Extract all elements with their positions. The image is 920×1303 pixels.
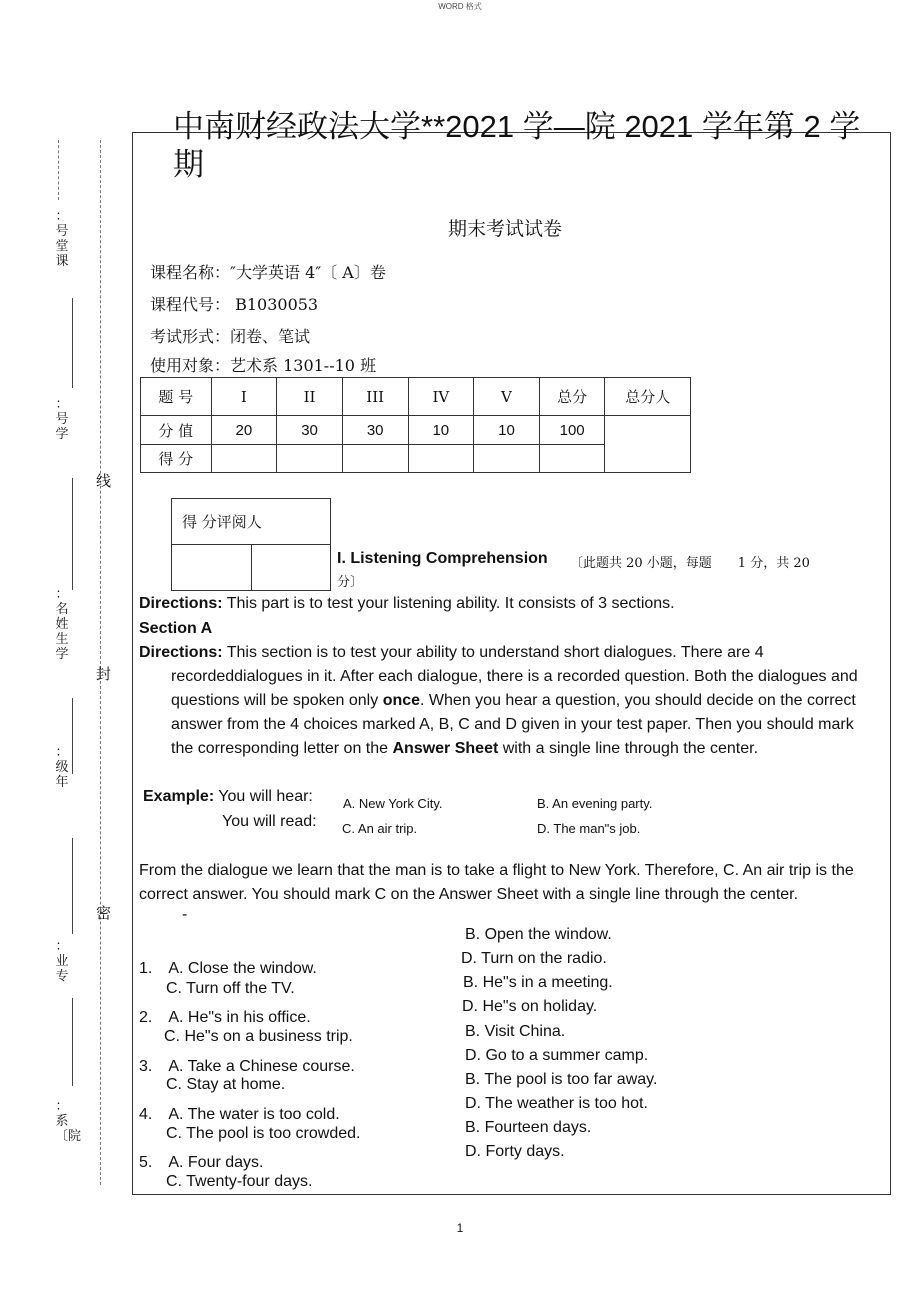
score-value-cell: 100 [539,416,605,445]
binding-rule [72,698,73,774]
binding-dashed-line [58,140,59,200]
question-4-option-a: 4. A. The water is too cold. [139,1106,340,1123]
question-5-option-b: B. Fourteen days. [465,1119,592,1136]
question-5-option-c: C. Twenty-four days. [166,1173,313,1190]
emphasis-once: once [382,692,421,709]
example-option-c: C. An air trip. [342,821,418,836]
course-name: 课程名称：″大学英语 4″〔 A〕卷 [150,263,386,282]
score-value-cell: 10 [408,416,474,445]
question-3-option-a: 3. A. Take a Chinese course. [139,1058,355,1075]
score-empty-cell [539,445,605,473]
question-1-option-b: B. Open the window. [465,926,612,943]
section-a-label: Section A [139,620,213,637]
score-empty-cell [474,445,540,473]
score-header-cell: II [277,378,343,416]
score-header-cell: 总分 [539,378,605,416]
score-header-cell: I [211,378,277,416]
question-1-option-a: 1. A. Close the window. [139,960,317,977]
question-2-option-c: C. He"s on a business trip. [164,1028,353,1045]
score-value-cell: 20 [211,416,277,445]
page-title: 中南财经政法大学**2021 学—院 2021 学年第 2 学期 [173,109,861,182]
emphasis-answer-sheet: Answer Sheet [392,740,499,757]
binding-secret-char: 密 [96,905,112,922]
binding-rule [72,478,73,590]
score-row-label: 分 值 [141,416,212,445]
question-4-option-c: C. The pool is too crowded. [166,1125,361,1142]
score-empty-cell [211,445,277,473]
example-hear-text: You will hear: [214,788,313,805]
section-heading: I. Listening Comprehension [337,550,548,567]
directions-text: This part is to test your listening ability. It consists of 3 sections. [222,595,675,612]
directions-text: This section is to test your ability to understand short dialogues. There are 4 recordeddialogues in it. After each dialogue, there is a recorded question. Both the dialogues and questions will be spoken only [171,644,858,709]
grader-score-cell [172,545,252,591]
page-subtitle: 期末考试试卷 [447,218,562,240]
binding-seal-char: 封 [96,666,112,683]
binding-rule [72,298,73,388]
grader-box-label: 得 分评阅人 [172,499,331,545]
example-option-d: D. The man"s job. [537,821,641,836]
binding-label-name: ：名姓生学 [55,586,69,661]
question-5-option-d: D. Forty days. [465,1143,565,1160]
score-value-cell: 30 [342,416,408,445]
exam-target: 使用对象：艺术系 1301--10 班 [150,356,377,375]
example-explanation: From the dialogue we learn that the man is to take a flight to New York. Therefore, C. An air trip is the correct answer. You should mark C on the Answer Sheet with a single line through the center. [139,862,854,903]
section-a-directions [139,641,879,761]
score-header-cell: III [342,378,408,416]
example-read: You will read: [222,813,317,830]
example-option-b: B. An evening party. [537,796,653,811]
section-note: 〔此题共 20 小题，每题 1 分，共 20 [570,556,810,571]
score-total-grader-cell [605,416,691,473]
header-note: WORD 格式 [438,2,482,11]
score-empty-cell [342,445,408,473]
binding-rule [72,998,73,1086]
score-value-cell: 10 [474,416,540,445]
question-1-option-d: D. Turn on the radio. [461,950,607,967]
score-header-cell: 题 号 [141,378,212,416]
binding-line-char: 线 [96,473,112,490]
score-row-label: 得 分 [141,445,212,473]
question-2-option-a: 2. A. He"s in his office. [139,1009,311,1026]
question-2-option-b: B. He"s in a meeting. [463,974,613,991]
directions-label: Directions: [139,595,223,612]
question-1-option-c: C. Turn off the TV. [166,980,295,997]
example-label: Example: [143,788,215,805]
grader-name-cell [251,545,331,591]
grader-box [171,498,331,591]
directions-label: Directions: [139,644,223,661]
question-3-option-c: C. Stay at home. [166,1076,286,1093]
score-empty-cell [277,445,343,473]
example-hear [143,788,313,806]
score-header-cell: V [474,378,540,416]
exam-form: 考试形式：闭卷、笔试 [150,327,311,346]
course-code: 课程代号： B1030053 [150,295,319,314]
question-5-option-a: 5. A. Four days. [139,1154,264,1171]
question-4-option-d: D. The weather is too hot. [465,1095,648,1112]
binding-label-seat: ：号堂课 [55,208,69,268]
binding-label-grade: ：级年 [55,744,69,789]
binding-label-student-id: ：号学 [55,396,69,441]
directions-text: . When you hear a question, you should decide on the correct answer from the 4 choices marked A, B, C and D given in your test paper. Then you should mark the corresponding letter on the [171,692,856,757]
binding-label-major: ：业专 [55,938,69,983]
score-header-cell: IV [408,378,474,416]
score-empty-cell [408,445,474,473]
score-header-cell: 总分人 [605,378,691,416]
section-note-cont: 分〕 [337,575,364,590]
question-3-option-d: D. Go to a summer camp. [465,1047,649,1064]
question-2-option-d: D. He"s on holiday. [462,998,598,1015]
page-number: 1 [456,1221,464,1235]
separator-dash: - [182,906,188,923]
question-3-option-b: B. Visit China. [465,1023,566,1040]
directions-paragraph [139,592,879,616]
score-value-cell: 30 [277,416,343,445]
example-option-a: A. New York City. [343,796,443,811]
binding-label-dept: ：系〔院 [55,1098,82,1143]
question-4-option-b: B. The pool is too far away. [465,1071,658,1088]
binding-rule [72,838,73,934]
directions-text: with a single line through the center. [498,740,759,757]
score-table [140,377,691,473]
